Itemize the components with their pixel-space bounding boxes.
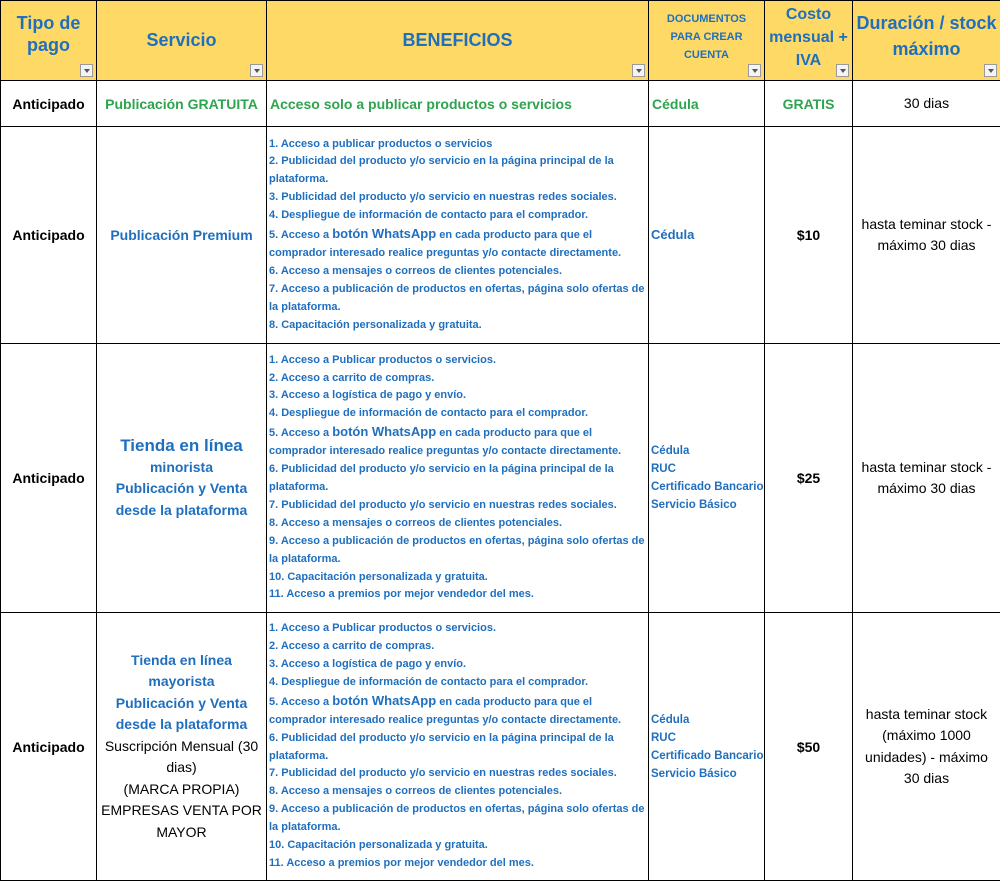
documento-item: Servicio Básico bbox=[651, 767, 737, 780]
header-servicio-label: Servicio bbox=[146, 29, 217, 50]
servicio-cell bbox=[97, 344, 267, 613]
beneficio-item: 4. Despliegue de información de contacto para el comprador. bbox=[269, 407, 589, 420]
beneficio-item: 1. Acceso a publicar productos o servicios bbox=[269, 137, 493, 150]
servicio-line: Publicación y Venta bbox=[115, 480, 248, 496]
beneficio-item bbox=[269, 692, 648, 730]
beneficio-item: 9. Acceso a publicación de productos en ofertas, página solo ofertas de la plataforma. bbox=[269, 534, 645, 565]
beneficio-item: 6. Acceso a mensajes o correos de clientes potenciales. bbox=[269, 264, 563, 277]
beneficios-cell bbox=[267, 344, 649, 613]
header-tipo-pago-label: Tipo de pago bbox=[16, 12, 81, 55]
beneficio-item: 11. Acceso a premios por mejor vendedor del mes. bbox=[269, 856, 534, 869]
documentos-cell bbox=[649, 613, 765, 881]
servicio-line: desde la plataforma bbox=[115, 716, 248, 733]
servicio-line: desde la plataforma bbox=[115, 501, 248, 518]
whatsapp-label: botón WhatsApp bbox=[332, 692, 437, 708]
header-servicio bbox=[97, 1, 267, 81]
filter-dropdown-icon[interactable] bbox=[250, 64, 263, 77]
beneficio-item bbox=[269, 423, 648, 461]
tipo-cell: Anticipado bbox=[1, 613, 97, 881]
beneficio-item: 10. Capacitación personalizada y gratuita. bbox=[269, 570, 488, 583]
costo-cell: $25 bbox=[765, 344, 853, 613]
beneficio-item: 11. Acceso a premios por mejor vendedor del mes. bbox=[269, 588, 534, 601]
costo-cell: GRATIS bbox=[765, 81, 853, 127]
beneficio-text: 5. Acceso a bbox=[269, 229, 333, 242]
table-row bbox=[1, 127, 1000, 344]
documento-item: Servicio Básico bbox=[651, 499, 737, 511]
costo-cell: $50 bbox=[765, 613, 853, 881]
beneficio-item: 3. Publicidad del producto y/o servicio en nuestras redes sociales. bbox=[269, 191, 617, 204]
beneficio-item: 1. Acceso a Publicar productos o servicios. bbox=[269, 353, 497, 366]
tipo-cell: Anticipado bbox=[1, 344, 97, 613]
beneficio-item: 3. Acceso a logística de pago y envío. bbox=[269, 657, 467, 670]
beneficio-item: 8. Acceso a mensajes o correos de clientes potenciales. bbox=[269, 785, 563, 798]
duracion-cell: 30 dias bbox=[853, 81, 1000, 127]
filter-dropdown-icon[interactable] bbox=[632, 64, 645, 77]
documento-item: RUC bbox=[651, 731, 676, 744]
header-duracion-label: Duración / stock máximo bbox=[856, 12, 997, 59]
duracion-cell: hasta teminar stock - máximo 30 dias bbox=[853, 344, 1000, 613]
beneficios-cell bbox=[267, 127, 649, 344]
documento-item: RUC bbox=[651, 463, 676, 475]
tipo-cell: Anticipado bbox=[1, 81, 97, 127]
documentos-cell bbox=[649, 127, 765, 344]
beneficio-item: 3. Acceso a logística de pago y envío. bbox=[269, 389, 467, 402]
beneficio-item: 10. Capacitación personalizada y gratuita. bbox=[269, 839, 488, 852]
documentos-cell bbox=[649, 344, 765, 613]
header-duracion bbox=[853, 1, 1000, 81]
whatsapp-label: botón WhatsApp bbox=[332, 424, 437, 440]
servicio-title: Tienda en línea bbox=[120, 436, 243, 455]
table-row bbox=[1, 344, 1000, 613]
filter-dropdown-icon[interactable] bbox=[836, 64, 849, 77]
documento-item: Cédula bbox=[651, 445, 690, 457]
documento-item: Certificado Bancario bbox=[651, 749, 764, 762]
servicio-note: EMPRESAS VENTA POR MAYOR bbox=[101, 802, 262, 840]
beneficio-text: en cada producto para que el comprador interesado realice preguntas y/o contacte directamente. bbox=[269, 695, 622, 726]
beneficio-item: 6. Publicidad del producto y/o servicio en la página principal de la plataforma. bbox=[269, 731, 614, 762]
beneficio-item: 2. Publicidad del producto y/o servicio en la página principal de la plataforma. bbox=[269, 155, 614, 186]
filter-dropdown-icon[interactable] bbox=[80, 64, 93, 77]
beneficio-text: en cada producto para que el comprador interesado realice preguntas y/o contacte directamente. bbox=[269, 229, 622, 259]
beneficio-item: 7. Publicidad del producto y/o servicio en nuestras redes sociales. bbox=[269, 498, 617, 511]
beneficio-item: 6. Publicidad del producto y/o servicio en la página principal de la plataforma. bbox=[269, 463, 614, 493]
servicio-note: (MARCA PROPIA) bbox=[123, 780, 240, 797]
beneficio-item: 2. Acceso a carrito de compras. bbox=[269, 640, 435, 653]
table-row bbox=[1, 81, 1000, 127]
header-row bbox=[1, 1, 1000, 81]
beneficio-item: 4. Despliegue de información de contacto para el comprador. bbox=[269, 675, 589, 688]
documento-item: Certificado Bancario bbox=[651, 481, 764, 493]
duracion-cell: hasta teminar stock (máximo 1000 unidades) - máximo 30 dias bbox=[853, 613, 1000, 881]
beneficio-item: 1. Acceso a Publicar productos o servicios. bbox=[269, 622, 497, 635]
servicio-line: Tienda en línea bbox=[131, 651, 232, 668]
beneficio-item bbox=[269, 225, 648, 263]
beneficio-cell: Acceso solo a publicar productos o servicios bbox=[267, 81, 649, 127]
beneficio-text: 5. Acceso a bbox=[269, 427, 333, 440]
servicio-line: mayorista bbox=[148, 673, 215, 690]
servicio-line: Publicación y Venta bbox=[115, 694, 248, 711]
header-tipo-pago bbox=[1, 1, 97, 81]
beneficio-item: 8. Capacitación personalizada y gratuita. bbox=[269, 318, 482, 331]
documento-item: Cédula bbox=[651, 713, 690, 726]
costo-cell: $10 bbox=[765, 127, 853, 344]
servicio-cell bbox=[97, 613, 267, 881]
servicio-line: minorista bbox=[149, 458, 213, 475]
table-row bbox=[1, 613, 1000, 881]
beneficios-cell bbox=[267, 613, 649, 881]
servicio-cell: Publicación GRATUITA bbox=[97, 81, 267, 127]
header-costo-label: Costo mensual + IVA bbox=[769, 6, 848, 69]
servicio-note: Suscripción Mensual (30 dias) bbox=[104, 737, 259, 776]
header-beneficios bbox=[267, 1, 649, 81]
duracion-cell: hasta teminar stock - máximo 30 dias bbox=[853, 127, 1000, 344]
beneficio-item: 7. Acceso a publicación de productos en ofertas, página solo ofertas de la plataforma. bbox=[269, 282, 645, 313]
header-documentos bbox=[649, 1, 765, 81]
tipo-cell: Anticipado bbox=[1, 127, 97, 344]
beneficio-text: 5. Acceso a bbox=[269, 695, 333, 708]
filter-dropdown-icon[interactable] bbox=[748, 64, 761, 77]
beneficio-text: en cada producto para que el comprador interesado realice preguntas y/o contacte directamente. bbox=[269, 427, 622, 458]
beneficio-item: 7. Publicidad del producto y/o servicio en nuestras redes sociales. bbox=[269, 767, 617, 780]
beneficio-item: 9. Acceso a publicación de productos en ofertas, página solo ofertas de la plataforma. bbox=[269, 803, 645, 834]
documento-item: Cédula bbox=[651, 227, 695, 242]
header-beneficios-label: BENEFICIOS bbox=[402, 29, 513, 50]
header-documentos-label: DOCUMENTOS PARA CREAR CUENTA bbox=[666, 12, 747, 61]
whatsapp-label: botón WhatsApp bbox=[332, 226, 437, 242]
beneficio-item: 4. Despliegue de información de contacto para el comprador. bbox=[269, 209, 589, 222]
documentos-cell: Cédula bbox=[649, 81, 765, 127]
filter-dropdown-icon[interactable] bbox=[984, 64, 997, 77]
beneficio-item: 8. Acceso a mensajes o correos de clientes potenciales. bbox=[269, 516, 563, 529]
header-costo bbox=[765, 1, 853, 81]
servicio-cell: Publicación Premium bbox=[97, 127, 267, 344]
beneficio-item: 2. Acceso a carrito de compras. bbox=[269, 371, 435, 384]
